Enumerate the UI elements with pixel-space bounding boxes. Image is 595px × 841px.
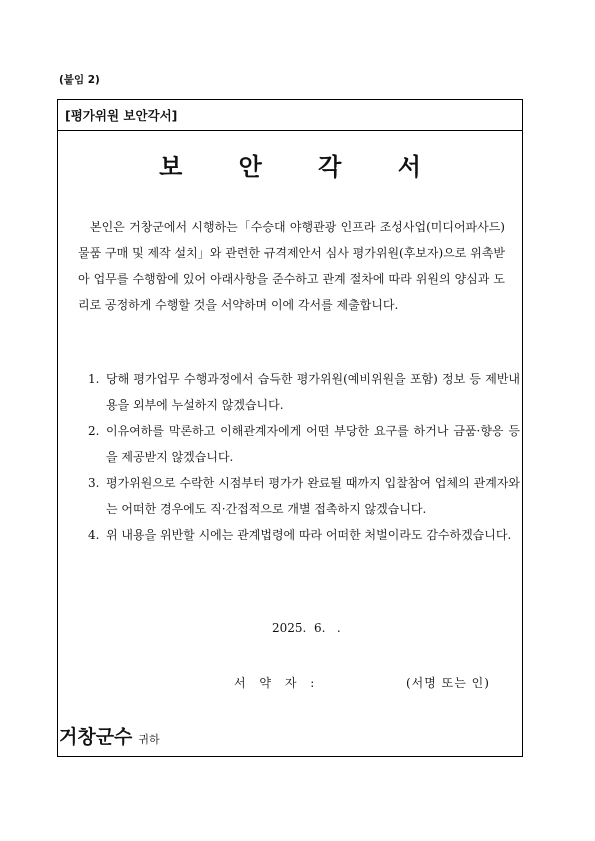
pledge-item — [88, 522, 520, 548]
pledge-item-number: 2. — [88, 424, 100, 438]
signature-note: (서명 또는 인) — [406, 676, 490, 690]
signer-label: 서 약 자 : — [234, 676, 320, 690]
pledge-intro: 본인은 거창군에서 시행하는「수승대 야행관광 인프라 조성사업(미디어파사드)물품 구매 및 제작 설치」와 관련한 규격제안서 심사 평가위원(후보자)으로 위촉받아 업무를 수행함에 있어 아래사항을 준수하고 관계 절차에 따라 위원의 양심과 도리로 공정하게 수행할 것을 서약하며 이에 각서를 제출합니다. — [78, 220, 505, 312]
pledge-item — [88, 366, 520, 418]
pledge-item-text: 평가위원으로 수락한 시점부터 평가가 완료될 때까지 입찰참여 업체의 관계자와는 어떠한 경우에도 직·간접적으로 개별 접촉하지 않겠습니다. — [106, 476, 520, 516]
header-divider — [57, 130, 523, 131]
pledge-item — [88, 470, 520, 522]
document-title: 보 안 각 서 — [159, 153, 445, 181]
pledge-item-text: 이유여하를 막론하고 이해관계자에게 어떤 부당한 요구를 하거나 금품·향응 등을 제공받지 않겠습니다. — [106, 424, 520, 464]
pledge-item-number: 4. — [88, 528, 100, 542]
addressee — [59, 722, 160, 749]
pledge-item — [88, 418, 520, 470]
recipient: 거창군수 — [59, 726, 133, 748]
pledge-item-text: 당해 평가업무 수행과정에서 습득한 평가위원(예비위원을 포함) 정보 등 제반내용을 외부에 누설하지 않겠습니다. — [106, 372, 520, 412]
form-label: [평가위원 보안각서] — [65, 108, 178, 123]
pledge-item-number: 1. — [88, 372, 100, 386]
pledge-date: 2025. 6. . — [272, 621, 341, 635]
attachment-label: (붙임 2) — [59, 74, 100, 86]
pledge-item-number: 3. — [88, 476, 100, 490]
honorific: 귀하 — [138, 733, 160, 746]
pledge-item-text: 위 내용을 위반할 시에는 관계법령에 따라 어떠한 처벌이라도 감수하겠습니다. — [106, 528, 512, 542]
pledge-items — [88, 366, 520, 548]
